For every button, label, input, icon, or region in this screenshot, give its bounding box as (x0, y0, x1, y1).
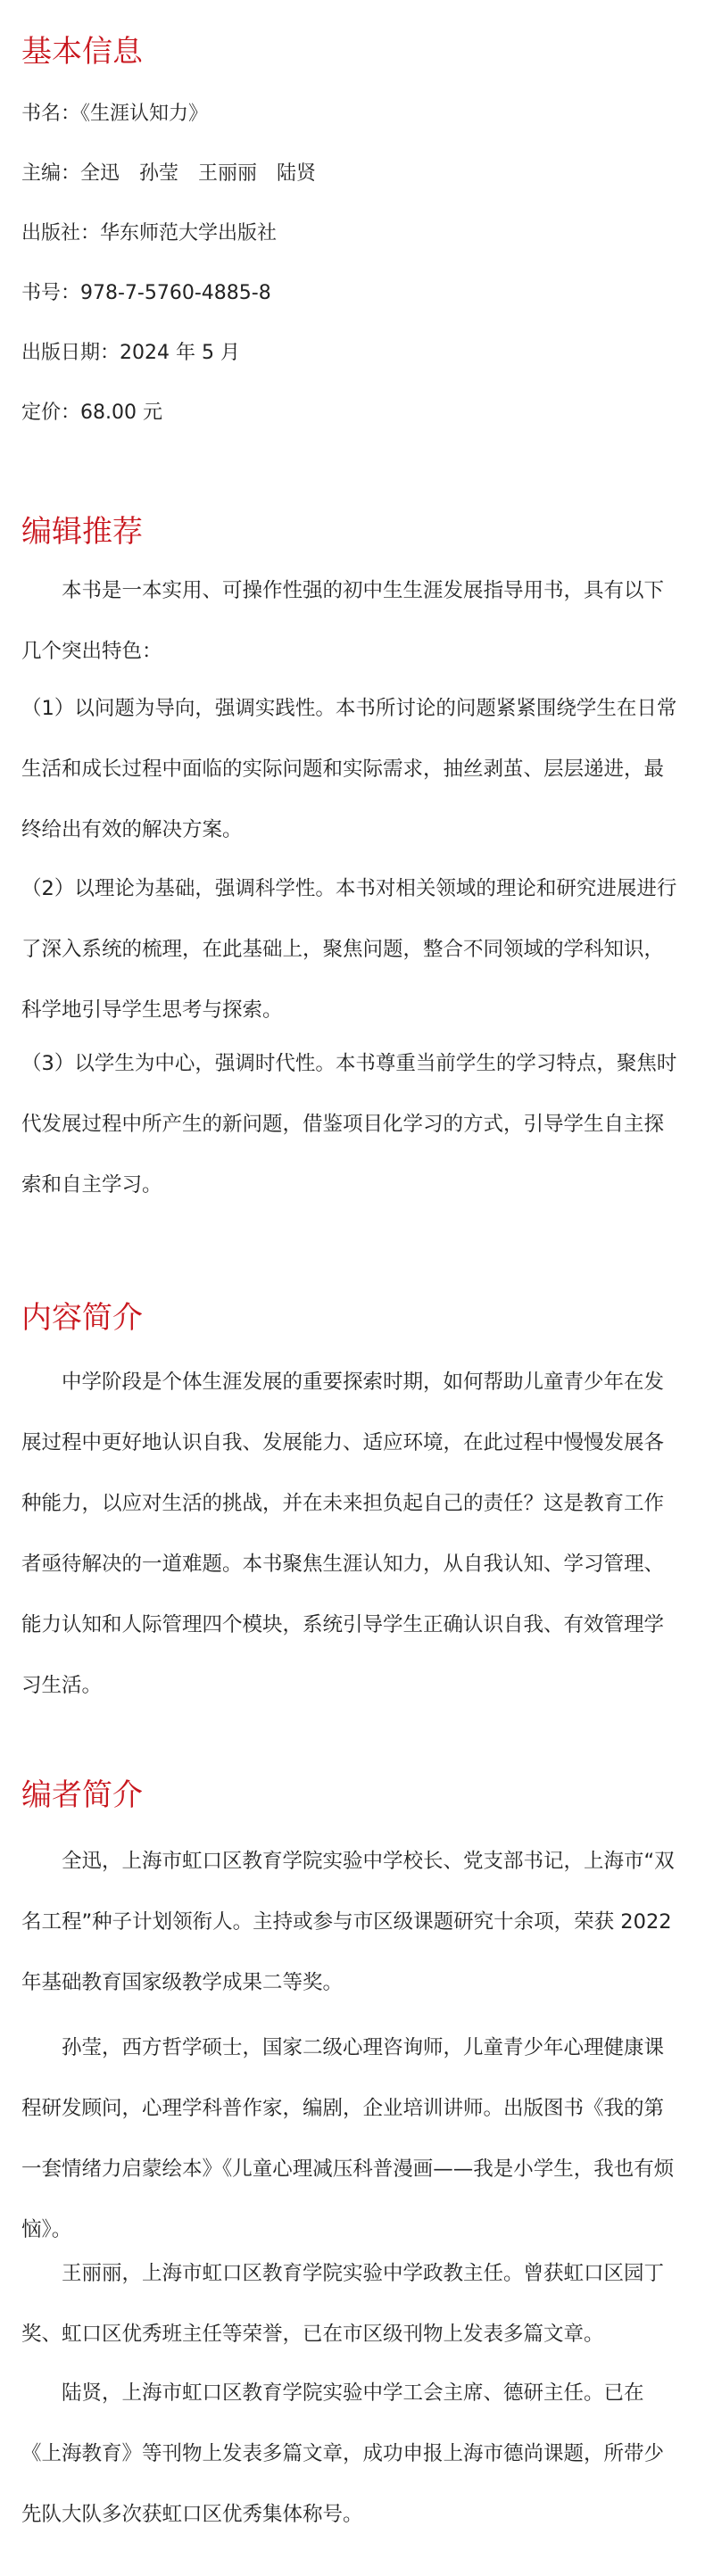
author-bio-2: 孙莹，西方哲学硕士，国家二级心理咨询师，儿童青少年心理健康课程研发顾问，心理学科普作家，编剧，企业培训讲师。出版图书《我的第一套情绪力启蒙绘本》《儿童心理减压科普漫画——我是小学生，我也有烦恼》。 (21, 2036, 675, 2241)
recommend-point-3: （3）以学生为中心，强调时代性。本书尊重当前学生的学习特点，聚焦时代发展过程中所产生的新问题，借鉴项目化学习的方式，引导学生自主探索和自主学习。 (21, 1052, 677, 1197)
publisher: 出版社：华东师范大学出版社 (21, 222, 278, 244)
book-name: 书名：《生涯认知力》 (21, 103, 209, 125)
content-summary-text: 中学阶段是个体生涯发展的重要探索时期，如何帮助儿童青少年在发展过程中更好地认识自我、发展能力、适应环境，在此过程中慢慢发展各种能力，以应对生活的挑战，并在未来担负起自己的责任？这是教育工作者亟待解决的一道难题。本书聚焦生涯认知力，从自我认知、学习管理、能力认知和人际管理四个模块，系统引导学生正确认识自我、有效管理学习生活。 (21, 1371, 665, 1697)
recommend-point-2: （2）以理论为基础，强调科学性。本书对相关领域的理论和研究进展进行了深入系统的梳理，在此基础上，聚焦问题，整合不同领域的学科知识，科学地引导学生思考与探索。 (21, 877, 677, 1022)
editor-recommend-heading: 编辑推荐 (21, 514, 143, 550)
recommend-point-1: （1）以问题为导向，强调实践性。本书所讨论的问题紧紧围绕学生在日常生活和成长过程中面临的实际问题和实际需求，抽丝剥茧、层层递进，最终给出有效的解决方案。 (21, 697, 677, 841)
author-bio-4: 陆贤，上海市虹口区教育学院实验中学工会主席、德研主任。已在《上海教育》等刊物上发表多篇文章，成功申报上海市德尚课题，所带少先队大队多次获虹口区优秀集体称号。 (21, 2381, 665, 2526)
basic-info-heading: 基本信息 (21, 34, 143, 70)
author-bio-1: 全迅，上海市虹口区教育学院实验中学校长、党支部书记，上海市“双名工程”种子计划领衔人。主持或参与市区级课题研究十余项，荣获 2022 年基础教育国家级教学成果二等奖。 (21, 1850, 675, 1994)
author-bio-3: 王丽丽，上海市虹口区教育学院实验中学政教主任。曾获虹口区园丁奖、虹口区优秀班主任等荣誉，已在市区级刊物上发表多篇文章。 (21, 2262, 665, 2346)
editors: 主编：全迅 孙莹 王丽丽 陆贤 (21, 162, 317, 185)
recommend-intro: 本书是一本实用、可操作性强的初中生生涯发展指导用书，具有以下几个突出特色： (21, 579, 665, 663)
isbn: 书号：978-7-5760-4885-8 (21, 282, 271, 304)
content-summary-heading: 内容简介 (21, 1300, 143, 1336)
authors-heading: 编者简介 (21, 1777, 143, 1813)
price: 定价：68.00 元 (21, 402, 162, 424)
publish-date: 出版日期：2024 年 5 月 (21, 342, 240, 364)
